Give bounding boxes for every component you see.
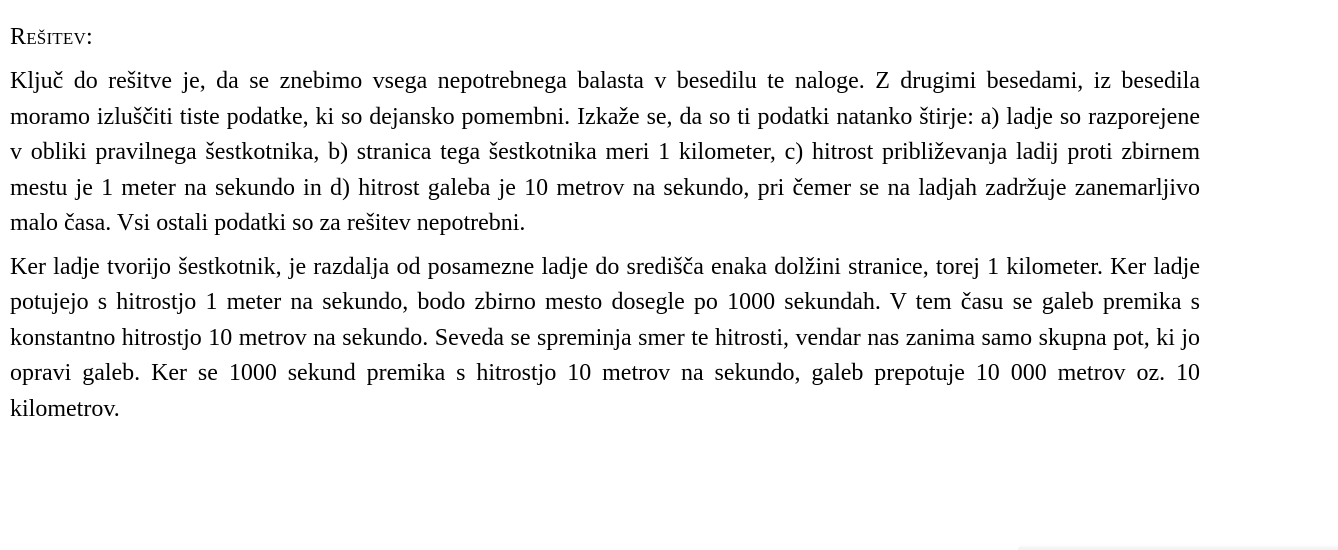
document-page bbox=[10, 22, 1200, 435]
paragraph-key-data: Ključ do rešitve je, da se znebimo vsega nepotrebnega balasta v besedilu te naloge. Z drugimi besedami, iz besedila moramo izluščiti tiste podatke, ki so dejansko pomembni. Izkaže se, da so ti podatki natanko štirje: a) ladje so razporejene v obliki pravilnega šestkotnika, b) stranica tega šestkotnika meri 1 kilometer, c) hitrost približevanja ladij proti zbirnem mestu je 1 meter na sekundo in d) hitrost galeba je 10 metrov na sekundo, pri čemer se na ladjah zadržuje zanemarljivo malo časa. Vsi ostali podatki so za rešitev nepotrebni. bbox=[10, 68, 1200, 236]
page-corner-shadow bbox=[1018, 544, 1338, 550]
solution-heading: Rešitev: bbox=[10, 24, 93, 50]
paragraph-calculation: Ker ladje tvorijo šestkotnik, je razdalja od posamezne ladje do središča enaka dolžini stranice, torej 1 kilometer. Ker ladje potujejo s hitrostjo 1 meter na sekundo, bodo zbirno mesto dosegle po 1000 sekundah. V tem času se galeb premika s konstantno hitrostjo 10 metrov na sekundo. Seveda se spreminja smer te hitrosti, vendar nas zanima samo skupna pot, ki jo opravi galeb. Ker se 1000 sekund premika s hitrostjo 10 metrov na sekundo, galeb prepotuje 10 000 metrov oz. 10 kilometrov. bbox=[10, 253, 1200, 422]
